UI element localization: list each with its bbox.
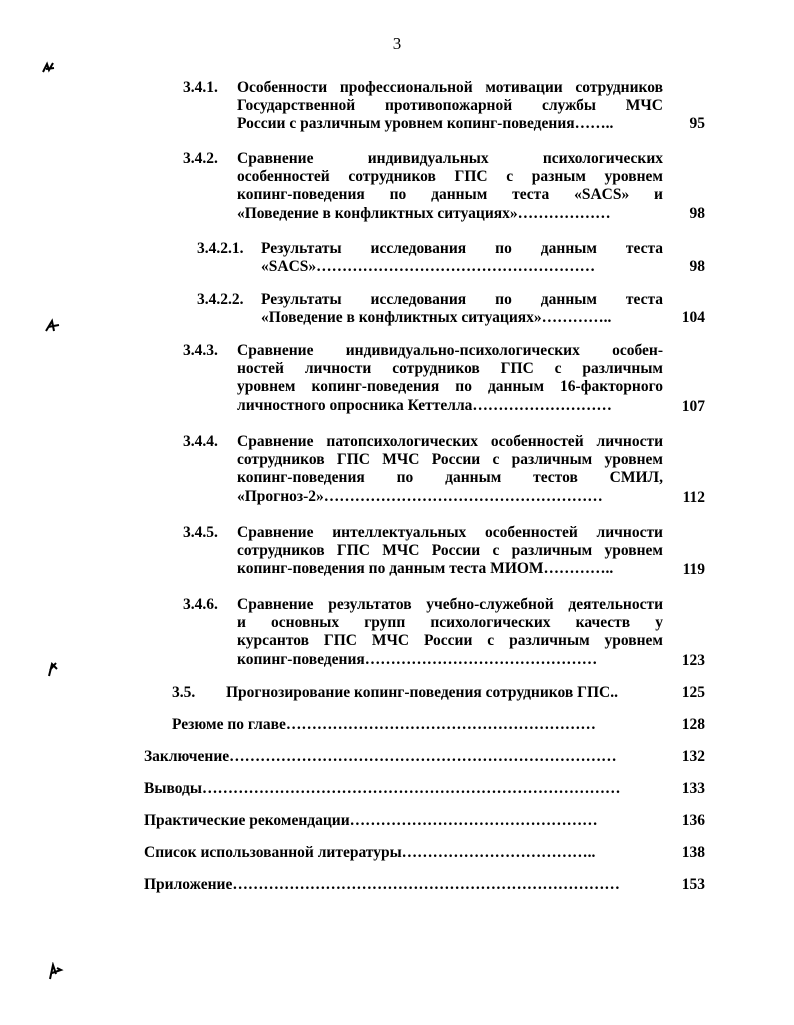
entry-number: 3.4.1. bbox=[183, 79, 218, 96]
entry-page: 123 bbox=[681, 652, 705, 669]
entry-line: Сравнение результатов учебно-служебной деятельности bbox=[237, 596, 663, 613]
entry-line: Результаты исследования по данным теста bbox=[261, 240, 663, 257]
entry-page: 133 bbox=[681, 780, 705, 797]
entry-line: «Прогноз-2»……………………………………………… bbox=[237, 487, 603, 505]
toc-entry-3-4-3[interactable] bbox=[183, 342, 705, 416]
entry-line: копинг-поведения по данным тестов СМИЛ, bbox=[237, 469, 663, 487]
entry-page: 136 bbox=[681, 812, 705, 829]
entry-line: Выводы……………………………………………………………………… bbox=[144, 780, 621, 797]
entry-line: «Поведение в конфликтных ситуациях»………….. bbox=[261, 309, 612, 327]
entry-line: копинг-поведения по данным теста МИОМ………….. bbox=[237, 560, 614, 578]
margin-mark-icon bbox=[44, 318, 62, 336]
entry-number: 3.4.3. bbox=[183, 342, 218, 359]
toc-entry-3-4-6[interactable] bbox=[183, 596, 705, 670]
toc-entry-3-4-2-1[interactable] bbox=[197, 240, 705, 278]
toc-entry-recommendations[interactable] bbox=[144, 812, 705, 832]
entry-number: 3.4.2.2. bbox=[197, 291, 244, 308]
entry-line: сотрудников ГПС МЧС России с различным уровнем bbox=[237, 451, 663, 469]
toc-entry-appendix[interactable] bbox=[144, 876, 705, 896]
entry-line: Практические рекомендации………………………………………… bbox=[144, 812, 598, 829]
entry-line: Резюме по главе…………………………………………………… bbox=[172, 716, 596, 733]
entry-line: сотрудников ГПС МЧС России с различным уровнем bbox=[237, 542, 663, 560]
toc-entry-3-4-2-2[interactable] bbox=[197, 291, 705, 329]
entry-page: 107 bbox=[681, 398, 705, 415]
page-number: 3 bbox=[392, 34, 402, 53]
entry-page: 104 bbox=[681, 309, 705, 326]
entry-line: копинг-поведения по данным теста «SACS» и bbox=[237, 186, 663, 204]
entry-page: 119 bbox=[682, 561, 705, 578]
entry-line: «Поведение в конфликтных ситуациях»……………… bbox=[237, 204, 611, 222]
entry-line: Приложение………………………………………………………………… bbox=[144, 876, 620, 893]
toc-entry-references[interactable] bbox=[144, 844, 705, 864]
margin-mark-icon bbox=[40, 60, 58, 78]
entry-line: Сравнение интеллектуальных особенностей личности bbox=[237, 524, 663, 541]
entry-line: уровнем копинг-поведения по данным 16-факторного bbox=[237, 378, 663, 396]
entry-line: Сравнение индивидуально-психологических особен- bbox=[237, 342, 663, 359]
entry-line: Особенности профессиональной мотивации сотрудников bbox=[237, 79, 663, 96]
entry-page: 153 bbox=[681, 876, 705, 893]
entry-line: России с различным уровнем копинг-поведения…….. bbox=[237, 115, 614, 133]
entry-line: особенностей сотрудников ГПС с разным уровнем bbox=[237, 168, 663, 186]
entry-number: 3.4.5. bbox=[183, 524, 218, 541]
toc-entry-findings[interactable] bbox=[144, 780, 705, 800]
toc-entry-3-4-4[interactable] bbox=[183, 433, 705, 507]
toc-entry-conclusion[interactable] bbox=[144, 748, 705, 768]
entry-number: 3.5. bbox=[172, 684, 196, 701]
entry-page: 98 bbox=[689, 205, 705, 222]
toc-entry-3-4-5[interactable] bbox=[183, 524, 705, 580]
margin-mark-icon bbox=[44, 660, 62, 678]
toc-entry-resume[interactable] bbox=[172, 716, 705, 736]
entry-line: Сравнение индивидуальных психологических bbox=[237, 150, 663, 167]
entry-number: 3.4.6. bbox=[183, 596, 218, 613]
entry-page: 138 bbox=[681, 844, 705, 861]
entry-line: Государственной противопожарной службы МЧС bbox=[237, 97, 663, 115]
entry-number: 3.4.2.1. bbox=[197, 240, 244, 257]
entry-page: 128 bbox=[681, 716, 705, 733]
toc-entry-3-4-2[interactable] bbox=[183, 150, 705, 224]
entry-line: «SACS»……………………………………………… bbox=[261, 258, 596, 276]
toc-entry-3-5[interactable] bbox=[172, 684, 705, 704]
entry-line: Прогнозирование копинг-поведения сотрудников ГПС.. bbox=[226, 684, 618, 701]
margin-mark-icon bbox=[46, 962, 64, 980]
entry-line: и основных групп психологических качеств у bbox=[237, 614, 663, 632]
entry-line: личностного опросника Кеттелла……………………… bbox=[237, 396, 612, 414]
entry-page: 112 bbox=[682, 489, 705, 506]
entry-number: 3.4.4. bbox=[183, 433, 218, 450]
entry-line: курсантов ГПС МЧС России с различным уровнем bbox=[237, 632, 663, 650]
entry-page: 132 bbox=[681, 748, 705, 765]
toc-entry-3-4-1[interactable] bbox=[183, 79, 705, 135]
entry-page: 98 bbox=[689, 258, 705, 275]
entry-page: 95 bbox=[689, 115, 705, 132]
entry-line: Список использованной литературы……………………………….. bbox=[144, 844, 596, 861]
entry-number: 3.4.2. bbox=[183, 150, 218, 167]
entry-line: ностей личности сотрудников ГПС с различным bbox=[237, 360, 663, 378]
entry-line: Заключение………………………………………………………………… bbox=[144, 748, 617, 765]
entry-page: 125 bbox=[681, 684, 705, 701]
entry-line: Сравнение патопсихологических особенностей личности bbox=[237, 433, 663, 450]
entry-line: Результаты исследования по данным теста bbox=[261, 291, 663, 308]
entry-line: копинг-поведения……………………………………… bbox=[237, 650, 598, 668]
